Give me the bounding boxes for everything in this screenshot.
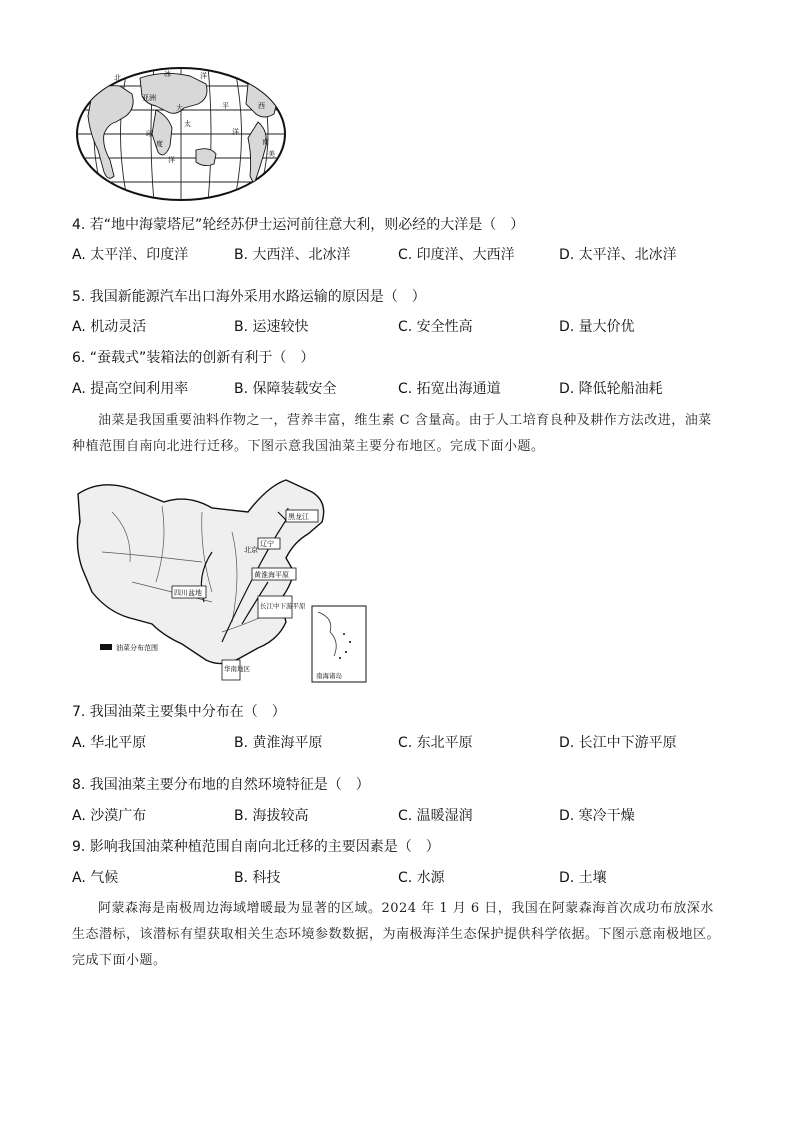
q9-option-c[interactable]: C. 水源 xyxy=(398,870,445,886)
q9-option-a[interactable]: A. 气候 xyxy=(72,870,119,886)
map-region-label: 华南地区 xyxy=(224,665,250,673)
china-rapeseed-map xyxy=(72,472,370,686)
map-region-label: 长江中下游平原 xyxy=(260,602,306,610)
map-region-label: 北京 xyxy=(244,546,258,554)
q4-option-a[interactable]: A. 太平洋、印度洋 xyxy=(72,247,189,263)
question-7-stem: 7. 我国油菜主要集中分布在（ ） xyxy=(72,704,286,720)
amundsen-sea-passage-text: 阿蒙森海是南极周边海域增暖最为显著的区域。2024 年 1 月 6 日，我国在阿蒙森海首次成功布放深水生态潜标，该潜标有望获取相关生态环境参数数据，为南极海洋生态保护提供科学依据。下图示意南极地区。完成下面小题。 xyxy=(72,901,721,968)
rapeseed-passage-text: 油菜是我国重要油料作物之一，营养丰富，维生素 C 含量高。由于人工培育良种及耕作方法改进，油菜种植范围自南向北进行迁移。下图示意我国油菜主要分布地区。完成下面小题。 xyxy=(72,413,712,454)
q6-option-d[interactable]: D. 降低轮船油耗 xyxy=(559,381,663,397)
q7-option-a[interactable]: A. 华北平原 xyxy=(72,735,147,751)
map-label: 平 xyxy=(222,102,229,110)
map-label: 冰 xyxy=(164,70,171,78)
q6-option-a[interactable]: A. 提高空间利用率 xyxy=(72,381,189,397)
question-6-stem: 6. “蚕载式”装箱法的创新有利于（ ） xyxy=(72,350,315,366)
q7-option-d[interactable]: D. 长江中下游平原 xyxy=(559,735,677,751)
map-region-label: 黄淮海平原 xyxy=(254,571,289,579)
q9-option-b[interactable]: B. 科技 xyxy=(234,870,281,886)
map-label: 印 xyxy=(146,130,153,138)
q5-option-d[interactable]: D. 量大价优 xyxy=(559,319,635,335)
question-9-stem: 9. 影响我国油菜种植范围自南向北迁移的主要因素是（ ） xyxy=(72,839,440,855)
q5-option-c[interactable]: C. 安全性高 xyxy=(398,319,473,335)
question-4-stem: 4. 若“地中海蒙塔尼”轮经苏伊士运河前往意大利，则必经的大洋是（ ） xyxy=(72,217,525,233)
q6-option-c[interactable]: C. 拓宽出海通道 xyxy=(398,381,501,397)
map-label: 南 xyxy=(262,138,269,146)
map-label: 北 xyxy=(114,74,121,82)
map-label: 美 xyxy=(268,150,275,158)
rapeseed-passage xyxy=(72,408,722,460)
map-label: 洋 xyxy=(200,72,207,80)
map-region-label: 四川盆地 xyxy=(174,589,202,597)
q8-option-d[interactable]: D. 寒冷干燥 xyxy=(559,808,635,824)
map-label: 洋 xyxy=(232,128,239,136)
map-region-label: 辽宁 xyxy=(260,540,274,548)
map-label: 度 xyxy=(156,140,163,148)
q7-option-c[interactable]: C. 东北平原 xyxy=(398,735,473,751)
amundsen-sea-passage xyxy=(72,896,722,974)
q6-option-b[interactable]: B. 保障装载安全 xyxy=(234,381,337,397)
map-region-label: 南海诸岛 xyxy=(316,672,342,680)
q8-option-c[interactable]: C. 温暖湿润 xyxy=(398,808,473,824)
q9-option-d[interactable]: D. 土壤 xyxy=(559,870,607,886)
world-map-figure xyxy=(72,64,290,204)
q4-option-b[interactable]: B. 大西洋、北冰洋 xyxy=(234,247,351,263)
q4-option-c[interactable]: C. 印度洋、大西洋 xyxy=(398,247,515,263)
q5-option-b[interactable]: B. 运速较快 xyxy=(234,319,309,335)
map-label: 洋 xyxy=(168,156,175,164)
q4-option-d[interactable]: D. 太平洋、北冰洋 xyxy=(559,247,677,263)
map-label: 太 xyxy=(184,120,191,128)
q8-option-a[interactable]: A. 沙漠广布 xyxy=(72,808,147,824)
q5-option-a[interactable]: A. 机动灵活 xyxy=(72,319,147,335)
map-label: 亚洲 xyxy=(142,94,156,102)
map-label: 大 xyxy=(176,104,183,112)
q7-option-b[interactable]: B. 黄淮海平原 xyxy=(234,735,323,751)
question-5-stem: 5. 我国新能源汽车出口海外采用水路运输的原因是（ ） xyxy=(72,289,426,305)
q8-option-b[interactable]: B. 海拔较高 xyxy=(234,808,309,824)
question-8-stem: 8. 我国油菜主要分布地的自然环境特征是（ ） xyxy=(72,777,370,793)
map-label: 西 xyxy=(258,102,265,110)
map-legend-label: 油菜分布范围 xyxy=(116,644,158,652)
map-region-label: 黑龙江 xyxy=(288,513,309,521)
